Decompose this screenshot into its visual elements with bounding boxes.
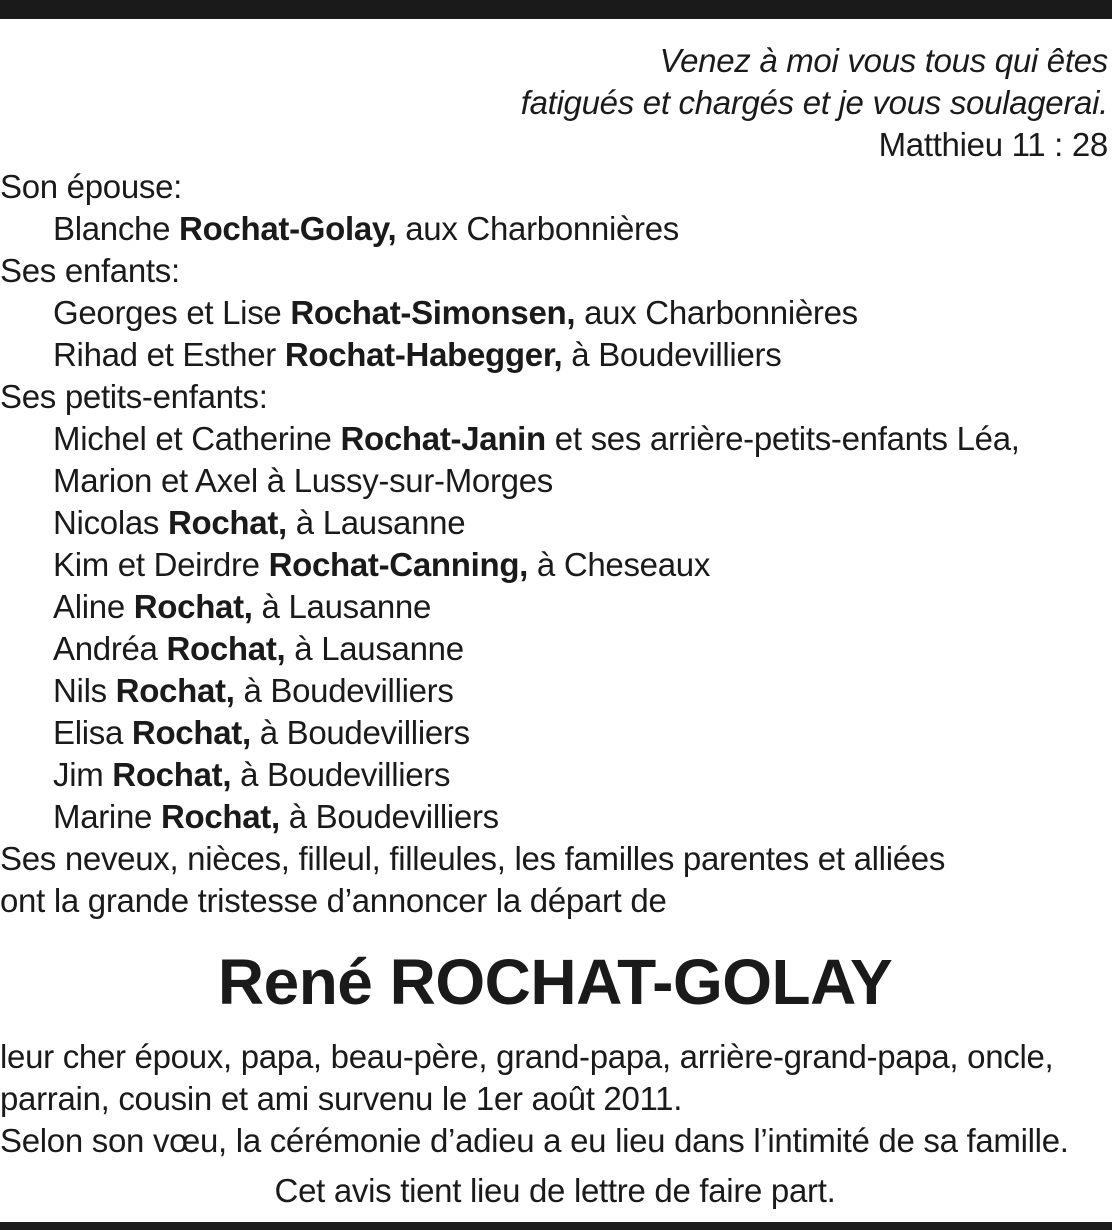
entry-surname: Rochat-Habegger,	[284, 336, 563, 373]
top-rule	[0, 0, 1112, 19]
grandchildren-heading: Ses petits-enfants:	[0, 378, 268, 415]
entry-place: à Boudevilliers	[562, 336, 782, 373]
bottom-rule	[0, 1222, 1112, 1230]
entry-first-names: Rihad et Esther	[53, 336, 285, 373]
family-entry	[0, 502, 1110, 544]
quote-reference: Matthieu 11 : 28	[878, 126, 1108, 163]
family-entry	[0, 292, 1110, 334]
children-heading: Ses enfants:	[0, 252, 180, 289]
spouse-section	[0, 166, 1110, 250]
family-entry	[0, 754, 1110, 796]
entry-first-names: Nils	[53, 672, 116, 709]
grandchildren-section	[0, 376, 1110, 838]
family-entry-continuation: Marion et Axel à Lussy-sur-Morges	[53, 462, 553, 499]
announcement	[0, 838, 1110, 922]
entry-place: à Lausanne	[252, 588, 432, 625]
family-entry	[0, 670, 1110, 712]
entry-surname: Rochat-Canning,	[268, 546, 529, 583]
entry-place: et ses arrière-petits-enfants Léa,	[545, 420, 1020, 457]
family-entry	[0, 586, 1110, 628]
family-entry	[0, 628, 1110, 670]
entry-surname: Rochat-Janin	[340, 420, 546, 457]
entry-first-names: Nicolas	[53, 504, 168, 541]
entry-place: aux Charbonnières	[575, 294, 858, 331]
entry-first-names: Jim	[53, 756, 113, 793]
entry-surname: Rochat-Simonsen,	[290, 294, 576, 331]
entry-surname: Rochat,	[167, 504, 287, 541]
closing-note: Cet avis tient lieu de lettre de faire part.	[274, 1172, 836, 1209]
family-entry	[0, 208, 1110, 250]
entry-first-names: Aline	[53, 588, 134, 625]
family-entry	[0, 334, 1110, 376]
entry-surname: Rochat,	[133, 588, 253, 625]
entry-place: à Boudevilliers	[250, 714, 470, 751]
deceased-name: René ROCHAT-GOLAY	[217, 946, 893, 1018]
entry-surname: Rochat,	[160, 798, 280, 835]
entry-first-names: Kim et Deirdre	[53, 546, 269, 583]
quote-line-2: fatigués et chargés et je vous soulagerai.	[520, 84, 1108, 121]
entry-place: à Lausanne	[286, 504, 466, 541]
entry-place: à Lausanne	[285, 630, 464, 667]
children-section	[0, 250, 1110, 376]
quote-line-1: Venez à moi vous tous qui êtes	[659, 42, 1108, 79]
body-line-3: Selon son vœu, la cérémonie d’adieu a eu lieu dans l’intimité de sa famille.	[0, 1122, 1069, 1159]
announcement-line-2: ont la grande tristesse d’annoncer la départ de	[0, 882, 667, 919]
entry-first-names: Georges et Lise	[53, 294, 291, 331]
announcement-line-1: Ses neveux, nièces, filleul, filleules, les familles parentes et alliées	[0, 840, 946, 877]
entry-first-names: Andréa	[53, 630, 167, 667]
notice-body	[0, 1036, 1110, 1162]
entry-place: à Cheseaux	[528, 546, 711, 583]
body-line-2: parrain, cousin et ami survenu le 1er août 2011.	[0, 1080, 683, 1117]
entry-first-names: Marine	[53, 798, 161, 835]
family-entry	[0, 712, 1110, 754]
obituary-notice	[0, 40, 1110, 1212]
entry-surname: Rochat-Golay,	[179, 210, 397, 247]
entry-first-names: Michel et Catherine	[53, 420, 341, 457]
entry-place: à Boudevilliers	[279, 798, 499, 835]
entry-surname: Rochat,	[131, 714, 251, 751]
family-entry	[0, 796, 1110, 838]
entry-surname: Rochat,	[112, 756, 232, 793]
spouse-heading: Son épouse:	[0, 168, 183, 205]
body-line-1: leur cher époux, papa, beau-père, grand-papa, arrière-grand-papa, oncle,	[0, 1038, 1054, 1075]
entry-surname: Rochat,	[166, 630, 286, 667]
entry-place: à Boudevilliers	[234, 672, 454, 709]
entry-first-names: Elisa	[53, 714, 132, 751]
entry-surname: Rochat,	[115, 672, 235, 709]
bible-quote	[0, 40, 1110, 166]
entry-place: aux Charbonnières	[396, 210, 679, 247]
entry-place: à Boudevilliers	[231, 756, 451, 793]
family-entry	[0, 418, 1110, 460]
entry-first-names: Blanche	[53, 210, 180, 247]
family-entry	[0, 544, 1110, 586]
